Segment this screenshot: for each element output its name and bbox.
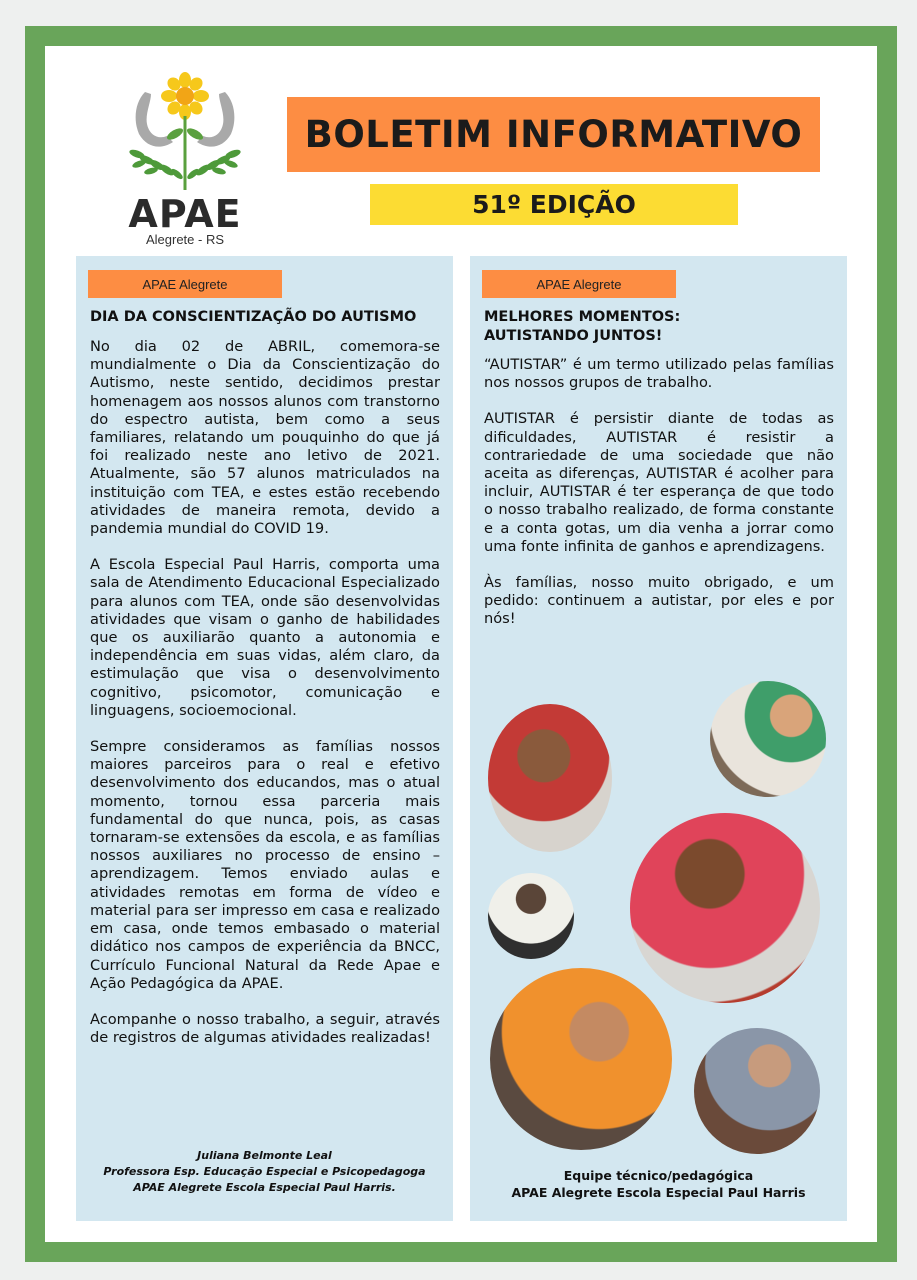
author-name: Juliana Belmonte Leal	[197, 1149, 332, 1162]
right-article	[470, 256, 847, 1221]
headline-line: AUTISTANDO JUNTOS!	[484, 328, 663, 344]
section-tag: APAE Alegrete	[88, 270, 282, 298]
photo-child-gray-shirt	[694, 1028, 820, 1154]
author-school: APAE Alegrete Escola Especial Paul Harris.	[133, 1181, 396, 1194]
edition-label: 51º EDIÇÃO	[472, 190, 636, 219]
paragraph: AUTISTAR é persistir diante de todas as dificuldades, AUTISTAR é resistir a contrariedade de uma sociedade que não aceita as diferenças, AUTISTAR é acolher para incluir, AUTISTAR é ter esperança de que todo o nosso trabalho realizado, de forma constante e a conta gotas, um dia venha a jorrar como uma fonte infinita de ganhos e aprendizagens.	[484, 410, 834, 555]
photo-child-red-shirt	[488, 704, 612, 852]
paragraph: Às famílias, nosso muito obrigado, e um pedido: continuem a autistar, por eles e por nós!	[484, 574, 834, 628]
paragraph: Acompanhe o nosso trabalho, a seguir, através de registros de algumas atividades realizadas!	[90, 1010, 440, 1047]
edition-banner	[370, 184, 738, 225]
article-body	[484, 356, 834, 647]
photo-child-worksheet	[488, 873, 574, 959]
headline-line: MELHORES MOMENTOS:	[484, 309, 681, 325]
page-title: BOLETIM INFORMATIVO	[304, 113, 803, 156]
article-body	[90, 338, 440, 1065]
article-headline: DIA DA CONSCIENTIZAÇÃO DO AUTISMO	[90, 309, 417, 325]
photo-child-pink-shirt	[630, 813, 820, 1003]
apae-logo	[117, 72, 253, 248]
author-role: Professora Esp. Educação Especial e Psicopedagoga	[103, 1165, 426, 1178]
team-name: Equipe técnico/pedagógica	[563, 1168, 754, 1183]
logo-city: Alegrete - RS	[145, 232, 225, 247]
paragraph: “AUTISTAR” é um termo utilizado pelas famílias nos nossos grupos de trabalho.	[484, 356, 834, 392]
logo-wordmark: APAE	[128, 192, 242, 236]
left-article	[76, 256, 453, 1221]
paragraph: Sempre consideramos as famílias nossos maiores parceiros para o real e efetivo desenvolvimento dos educandos, mas o atual momento, tornou essa parceria mais fundamental do que nunca, pois, as casas tornaram-se extensões da escola, e as famílias nossos auxiliares no processo de ensino – aprendizagem. Temos enviado aulas e atividades remotas em forma de vídeo e material para ser impresso em casa e realizado em casa, onde temos embasado o material didático nos campos de experiência da BNCC, Currículo Funcional Natural da Rede Apae e Ação Pedagógica da APAE.	[90, 738, 440, 992]
author-signature	[76, 1148, 453, 1196]
paragraph: A Escola Especial Paul Harris, comporta uma sala de Atendimento Educacional Especializado para alunos com TEA, onde são desenvolvidas atividades que visam o ganho de habilidades que os auxiliarão quanto a autonomia e independência em suas vidas, além claro, da estimulação que visa o desenvolvimento cognitivo, psicomotor, comunicação e linguagens, socioemocional.	[90, 556, 440, 719]
section-tag: APAE Alegrete	[482, 270, 676, 298]
flower-hands-icon	[117, 72, 253, 197]
team-signature	[470, 1167, 847, 1201]
article-headline	[484, 308, 680, 346]
team-school: APAE Alegrete Escola Especial Paul Harris	[511, 1185, 806, 1200]
paragraph: No dia 02 de ABRIL, comemora-se mundialmente o Dia da Conscientização do Autismo, neste sentido, decidimos prestar homenagem aos nossos alunos com transtorno do espectro autista, bem como a seus familiares, relatando um pouquinho do que já foi realizado neste ano letivo de 2021. Atualmente, são 57 alunos matriculados na instituição com TEA, e estes estão recebendo atividades de maneira remota, devido a pandemia mundial do COVID 19.	[90, 338, 440, 538]
photo-child-drawing	[710, 681, 826, 797]
photo-child-orange-shirt	[490, 968, 672, 1150]
title-banner	[287, 97, 820, 172]
